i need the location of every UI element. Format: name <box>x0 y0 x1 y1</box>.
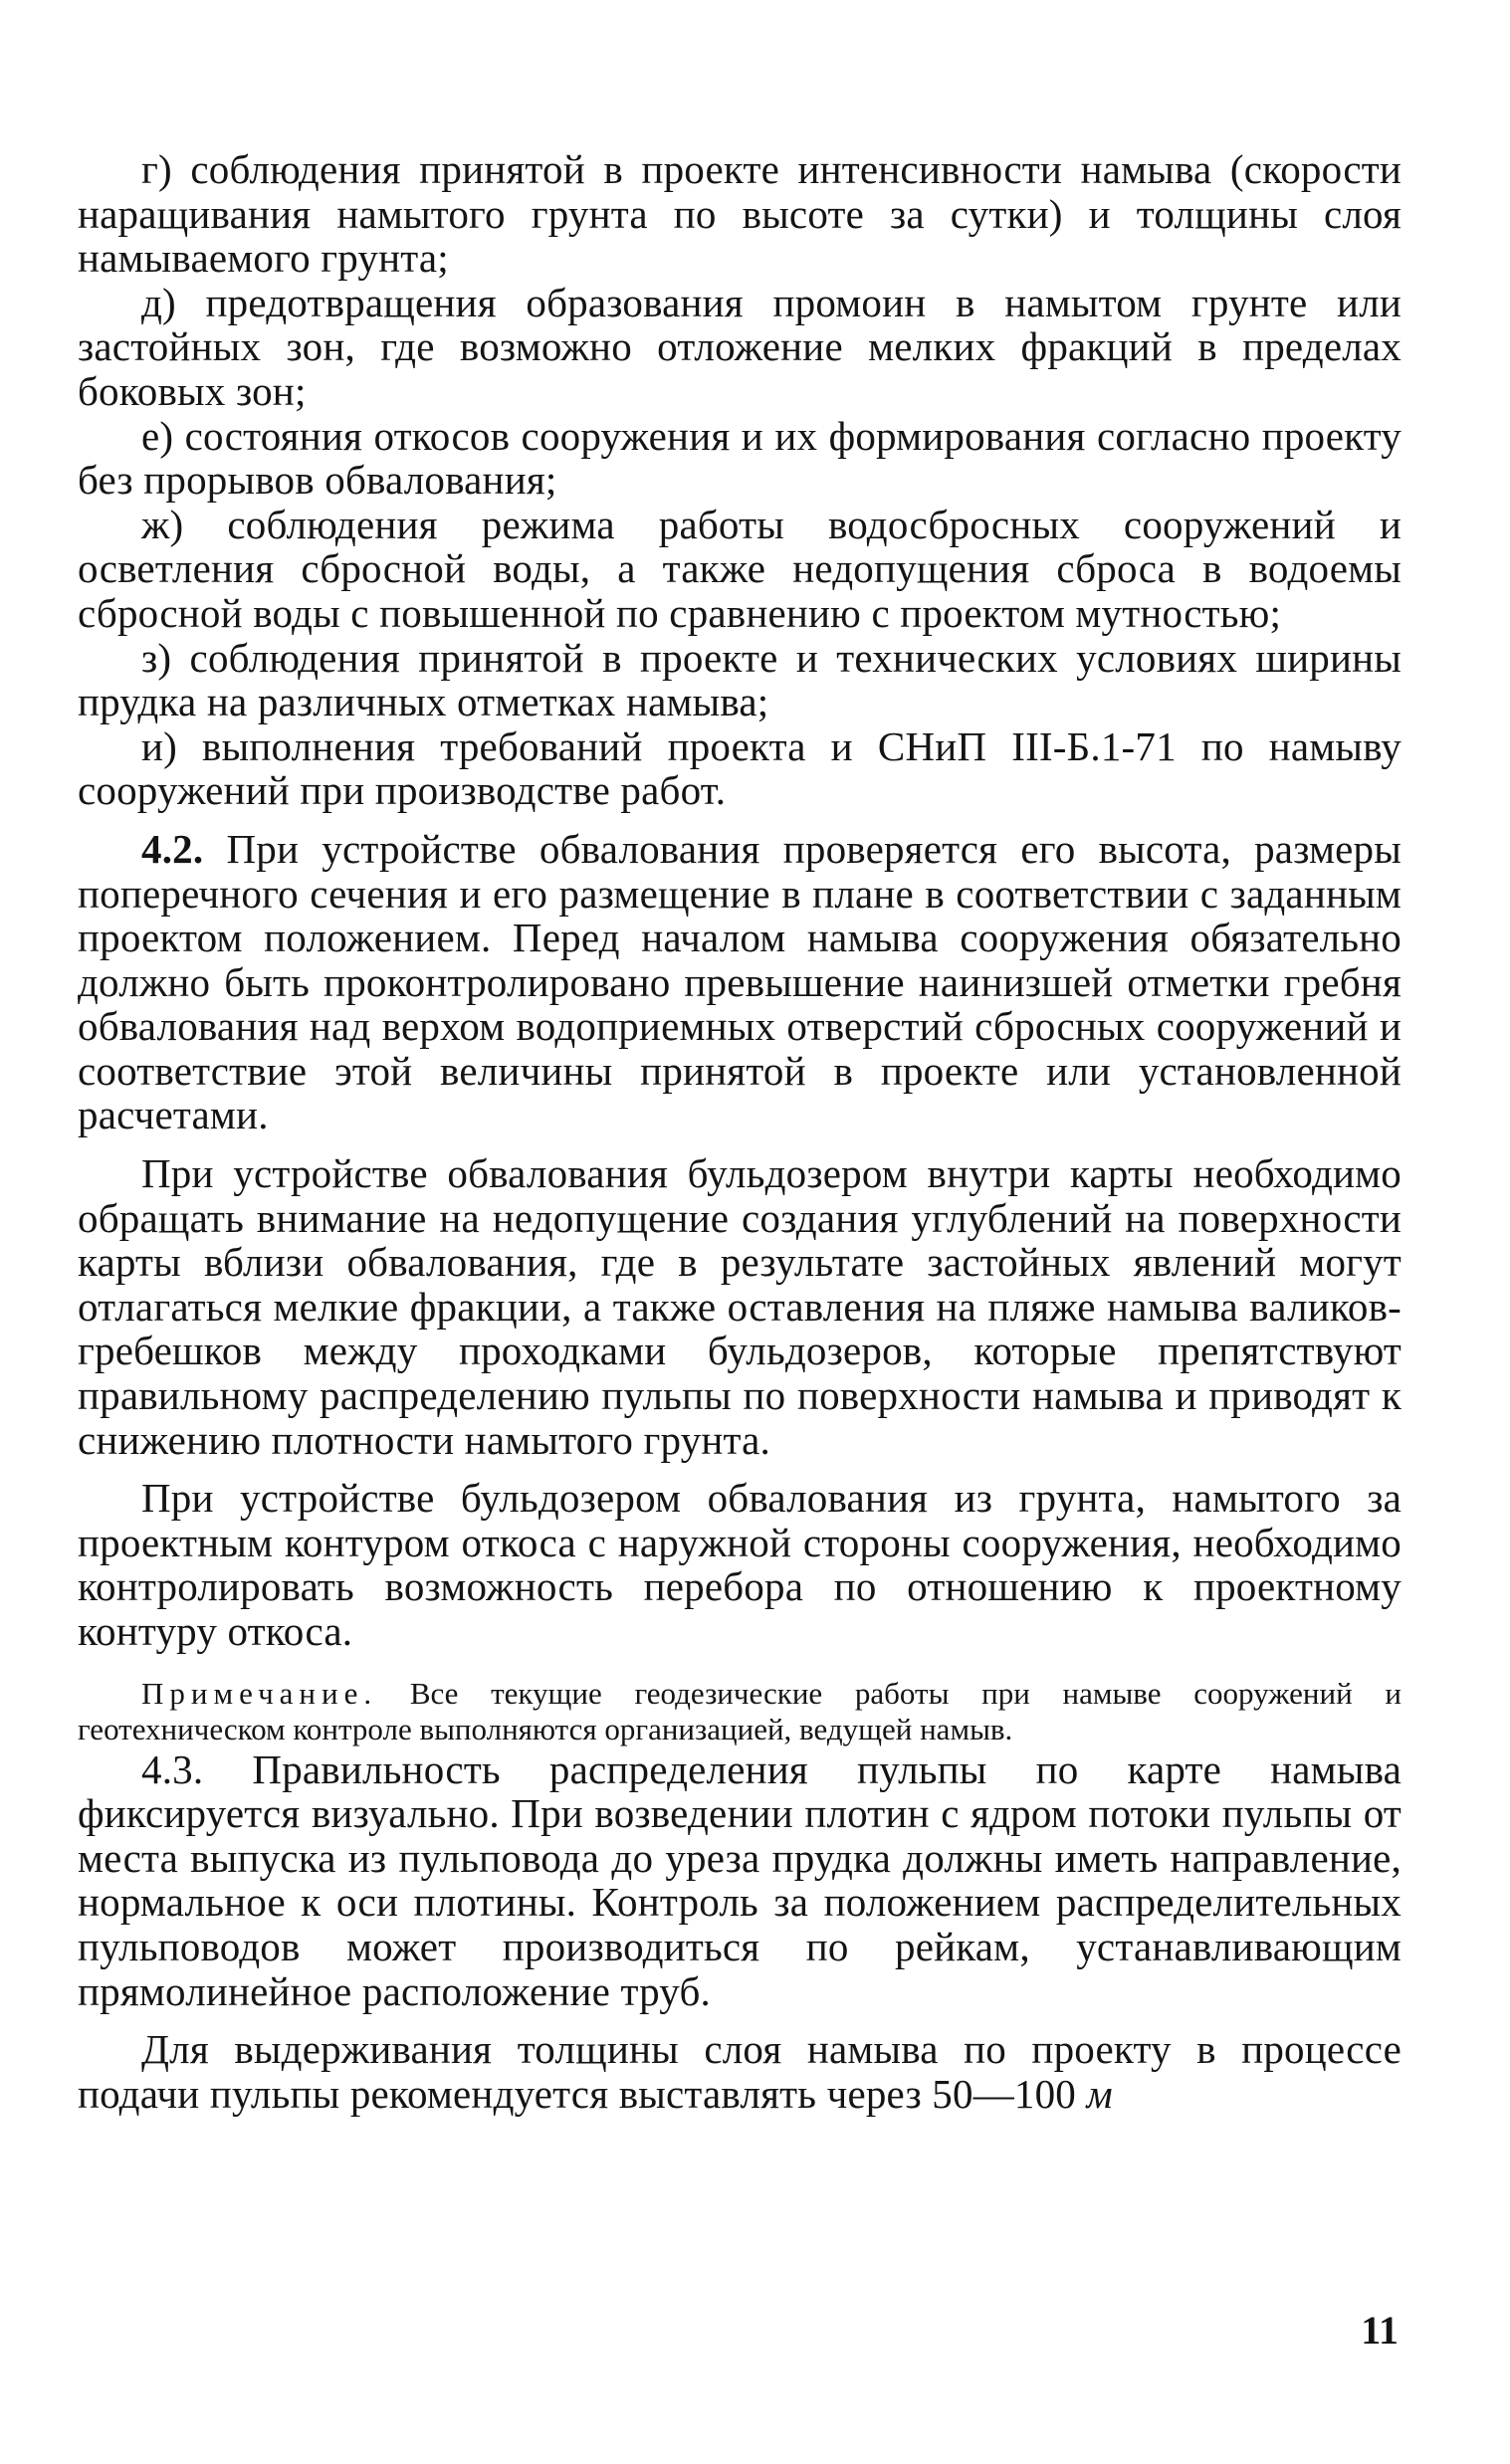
page-number: 11 <box>1361 2308 1399 2353</box>
section-4-3-number: 4.3. <box>141 1745 204 1792</box>
section-4-3-text: Правильность распределения пульпы по карте намыва фиксируется визуально. При возведении плотин с ядром потоки пульпы от места выпуска из пульповода до уреза прудка должны иметь направление, нормальное к оси плотины. Контроль за положением распределительных пульповодов может производиться по рейкам, устанавливающим прямолинейное расположение труб. <box>78 1745 1402 2014</box>
list-item-z: з) соблюдения принятой в проекте и технических условиях ширины прудка на различных отметках намыва; <box>78 634 1402 725</box>
list-item-zh: ж) соблюдения режима работы водосбросных сооружений и осветления сбросной воды, а также недопущения сброса в водоемы сбросной воды с повышенной по сравнению с проектом мутностью; <box>78 501 1402 636</box>
note-text: Все текущие геодезические работы при намыве сооружений и геотехническом контроле выполняются организацией, ведущей намыв. <box>78 1675 1402 1746</box>
list-item-d: д) предотвращения образования промоин в намытом грунте или застойных зон, где возможно отложение мелких фракций в пределах боковых зон; <box>78 279 1402 414</box>
section-4-2-paragraph-3: При устройстве бульдозером обвалования из грунта, намытого за проектным контуром откоса с наружной стороны сооружения, необходимо контролировать возможность перебора по отношению к проектному контуру откоса. <box>78 1475 1402 1654</box>
list-item-i: и) выполнения требований проекта и СНиП III-Б.1-71 по намыву сооружений при производстве работ. <box>78 722 1402 814</box>
section-4-2-text: При устройстве обвалования проверяется его высота, размеры поперечного сечения и его размещение в плане в соответствии с заданным проектом положением. Перед началом намыва сооружения обязательно должно быть проконтролировано превышение наинизшей отметки гребня обвалования над верхом водоприемных отверстий сбросных сооружений и соответствие этой величины принятой в проекте или установленной расчетами. <box>78 825 1402 1138</box>
note <box>78 1676 1402 1747</box>
list-item-e: е) состояния откосов сооружения и их формирования согласно проекту без прорывов обвалования; <box>78 412 1402 504</box>
section-4-3-paragraph <box>78 1747 1402 2014</box>
section-4-2-paragraph-2: При устройстве обвалования бульдозером внутри карты необходимо обращать внимание на недопущение создания углублений на поверхности карты вблизи обвалования, где в результате застойных явлений могут отлагаться мелкие фракции, а также оставления на пляже намыва валиков-гребешков между проходками бульдозеров, которые препятствуют правильному распределению пульпы по поверхности намыва и приводят к снижению плотности намытого грунта. <box>78 1150 1402 1463</box>
section-4-3-paragraph-2-text: Для выдерживания толщины слоя намыва по проекту в процессе подачи пульпы рекомендуется выставлять через 50—100 <box>78 2026 1402 2117</box>
page-body <box>78 147 1402 2116</box>
list-item-g: г) соблюдения принятой в проекте интенсивности намыва (скорости наращивания намытого грунта по высоте за сутки) и толщины слоя намываемого грунта; <box>78 146 1402 282</box>
note-label: Примечание. <box>141 1675 378 1711</box>
unit-meters: м <box>1086 2070 1113 2117</box>
section-4-3-paragraph-2 <box>78 2027 1402 2116</box>
section-4-2-number: 4.2. <box>141 825 204 872</box>
section-4-2-paragraph <box>78 827 1402 1137</box>
